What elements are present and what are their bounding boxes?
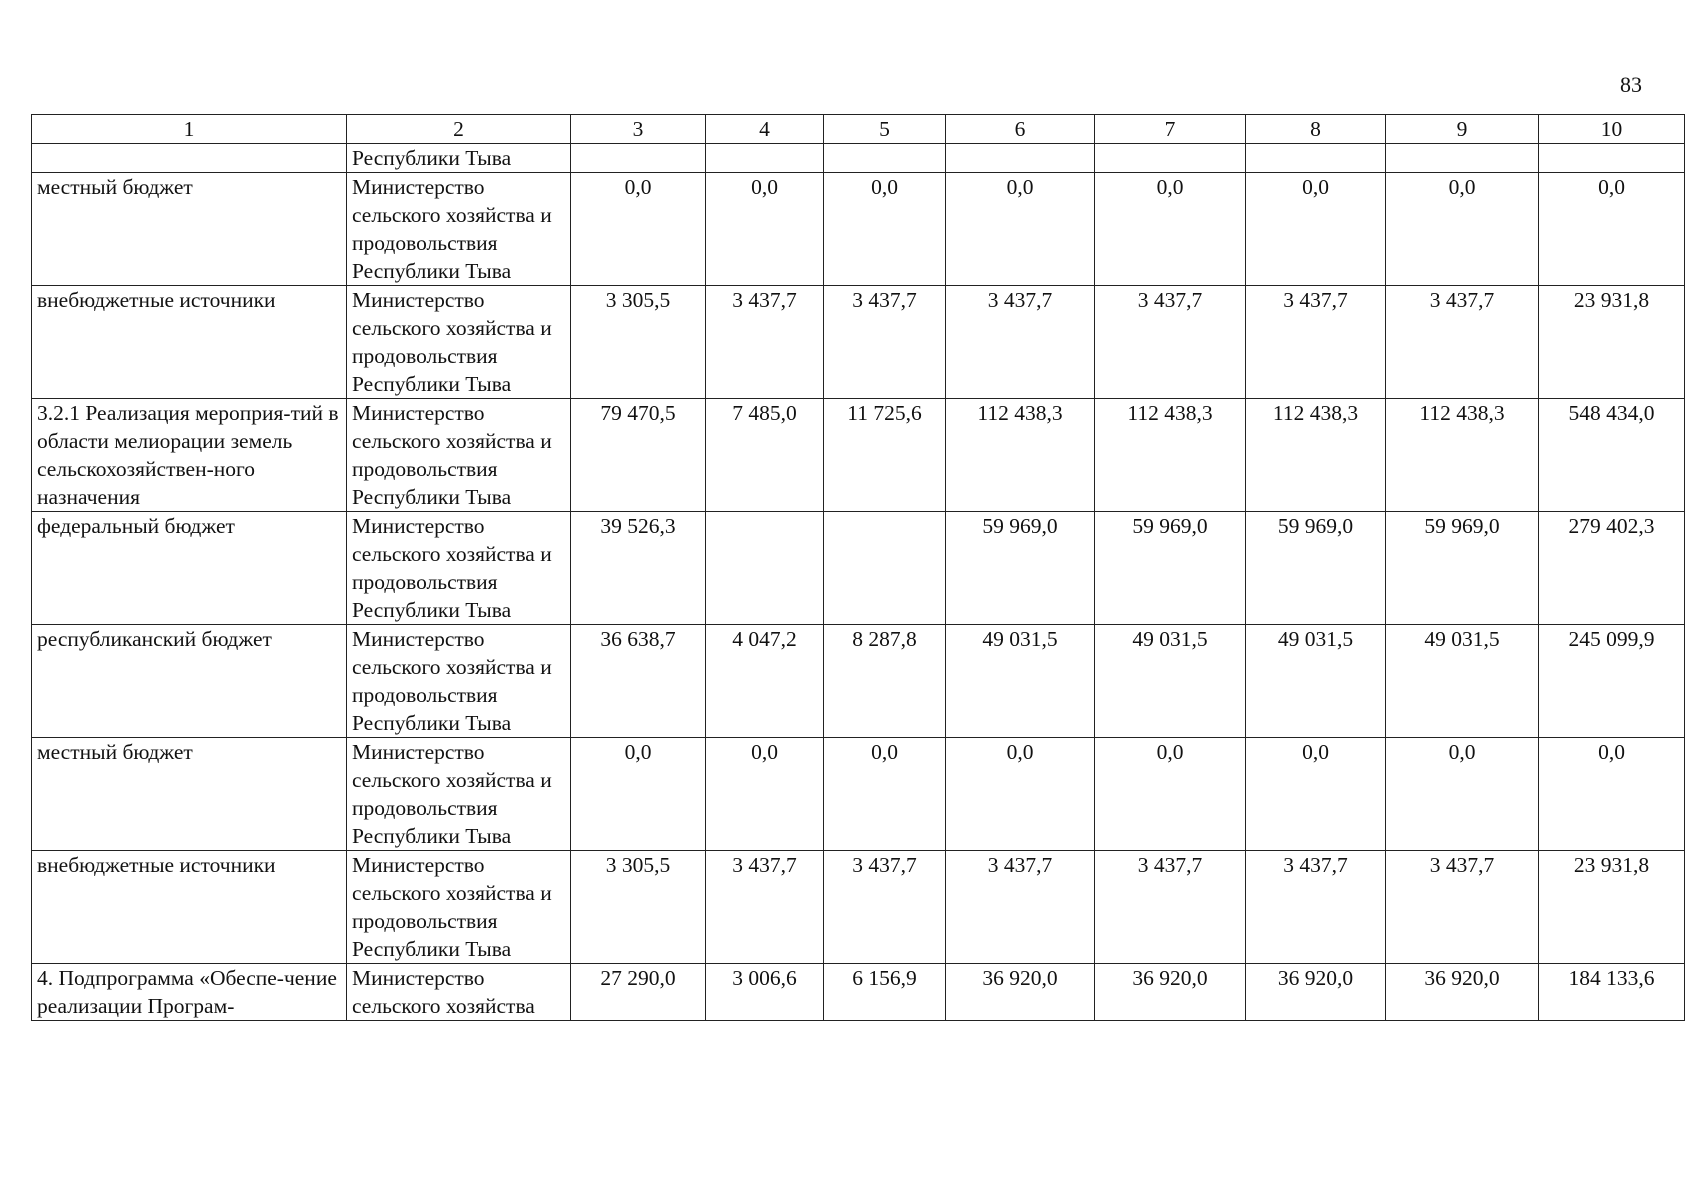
value-cell: 0,0 xyxy=(946,173,1095,286)
row-executor: Министерство сельского хозяйства и продовольствия Республики Тыва xyxy=(347,173,571,286)
value-cell: 36 920,0 xyxy=(946,964,1095,1021)
budget-table xyxy=(31,114,1685,1021)
value-cell: 49 031,5 xyxy=(1386,625,1539,738)
column-header: 6 xyxy=(946,115,1095,144)
column-header: 4 xyxy=(706,115,824,144)
row-name: местный бюджет xyxy=(32,738,347,851)
table-row xyxy=(32,173,1685,286)
value-cell: 3 437,7 xyxy=(1386,286,1539,399)
value-cell: 3 437,7 xyxy=(1386,851,1539,964)
column-header: 8 xyxy=(1246,115,1386,144)
value-cell xyxy=(1246,144,1386,173)
value-cell: 59 969,0 xyxy=(1386,512,1539,625)
value-cell xyxy=(824,512,946,625)
value-cell: 0,0 xyxy=(1246,738,1386,851)
value-cell: 59 969,0 xyxy=(1246,512,1386,625)
value-cell: 3 437,7 xyxy=(824,286,946,399)
value-cell: 49 031,5 xyxy=(1095,625,1246,738)
value-cell: 4 047,2 xyxy=(706,625,824,738)
column-header: 5 xyxy=(824,115,946,144)
row-executor: Министерство сельского хозяйства и продовольствия Республики Тыва xyxy=(347,851,571,964)
value-cell: 3 437,7 xyxy=(1095,286,1246,399)
table-row xyxy=(32,512,1685,625)
value-cell: 36 638,7 xyxy=(571,625,706,738)
value-cell: 23 931,8 xyxy=(1539,286,1685,399)
column-header: 1 xyxy=(32,115,347,144)
row-executor: Министерство сельского хозяйства и продовольствия Республики Тыва xyxy=(347,286,571,399)
page-number: 83 xyxy=(1620,72,1642,97)
column-header: 10 xyxy=(1539,115,1685,144)
value-cell: 112 438,3 xyxy=(1386,399,1539,512)
value-cell: 36 920,0 xyxy=(1386,964,1539,1021)
value-cell: 0,0 xyxy=(1539,173,1685,286)
row-name: республиканский бюджет xyxy=(32,625,347,738)
value-cell: 112 438,3 xyxy=(1095,399,1246,512)
row-name: федеральный бюджет xyxy=(32,512,347,625)
value-cell: 0,0 xyxy=(946,738,1095,851)
value-cell: 7 485,0 xyxy=(706,399,824,512)
value-cell: 548 434,0 xyxy=(1539,399,1685,512)
value-cell: 3 437,7 xyxy=(706,286,824,399)
value-cell: 3 437,7 xyxy=(824,851,946,964)
row-executor: Министерство сельского хозяйства xyxy=(347,964,571,1021)
value-cell: 112 438,3 xyxy=(946,399,1095,512)
value-cell: 3 437,7 xyxy=(1246,286,1386,399)
table-row xyxy=(32,851,1685,964)
value-cell: 0,0 xyxy=(571,738,706,851)
row-executor: Министерство сельского хозяйства и продовольствия Республики Тыва xyxy=(347,512,571,625)
value-cell: 3 437,7 xyxy=(946,286,1095,399)
row-executor: Министерство сельского хозяйства и продовольствия Республики Тыва xyxy=(347,738,571,851)
value-cell: 245 099,9 xyxy=(1539,625,1685,738)
value-cell: 3 437,7 xyxy=(946,851,1095,964)
value-cell: 8 287,8 xyxy=(824,625,946,738)
value-cell: 3 437,7 xyxy=(1095,851,1246,964)
row-name: 3.2.1 Реализация мероприя-тий в области мелиорации земель сельскохозяйствен-ного назначения xyxy=(32,399,347,512)
value-cell: 3 437,7 xyxy=(706,851,824,964)
value-cell: 3 006,6 xyxy=(706,964,824,1021)
value-cell xyxy=(824,144,946,173)
row-name: внебюджетные источники xyxy=(32,851,347,964)
table-row xyxy=(32,964,1685,1021)
row-executor: Министерство сельского хозяйства и продовольствия Республики Тыва xyxy=(347,625,571,738)
row-name: 4. Подпрограмма «Обеспе-чение реализации Програм- xyxy=(32,964,347,1021)
value-cell xyxy=(1095,144,1246,173)
value-cell: 0,0 xyxy=(1246,173,1386,286)
table-row xyxy=(32,144,1685,173)
value-cell: 279 402,3 xyxy=(1539,512,1685,625)
row-executor: Министерство сельского хозяйства и продовольствия Республики Тыва xyxy=(347,399,571,512)
value-cell: 3 305,5 xyxy=(571,851,706,964)
header-row xyxy=(32,115,1685,144)
table-row xyxy=(32,286,1685,399)
value-cell xyxy=(706,144,824,173)
value-cell: 0,0 xyxy=(824,738,946,851)
value-cell: 59 969,0 xyxy=(946,512,1095,625)
table-row xyxy=(32,738,1685,851)
table-body xyxy=(32,115,1685,1021)
value-cell xyxy=(706,512,824,625)
table-row xyxy=(32,625,1685,738)
value-cell: 0,0 xyxy=(706,738,824,851)
column-header: 2 xyxy=(347,115,571,144)
value-cell xyxy=(1539,144,1685,173)
value-cell: 36 920,0 xyxy=(1095,964,1246,1021)
value-cell: 36 920,0 xyxy=(1246,964,1386,1021)
value-cell: 23 931,8 xyxy=(1539,851,1685,964)
column-header: 9 xyxy=(1386,115,1539,144)
value-cell xyxy=(1386,144,1539,173)
table-row xyxy=(32,399,1685,512)
value-cell: 27 290,0 xyxy=(571,964,706,1021)
row-name xyxy=(32,144,347,173)
value-cell: 0,0 xyxy=(1095,173,1246,286)
value-cell: 6 156,9 xyxy=(824,964,946,1021)
value-cell xyxy=(946,144,1095,173)
column-header: 3 xyxy=(571,115,706,144)
value-cell: 0,0 xyxy=(1386,173,1539,286)
value-cell: 0,0 xyxy=(706,173,824,286)
value-cell: 184 133,6 xyxy=(1539,964,1685,1021)
value-cell: 49 031,5 xyxy=(946,625,1095,738)
value-cell: 3 437,7 xyxy=(1246,851,1386,964)
value-cell: 0,0 xyxy=(1539,738,1685,851)
value-cell: 49 031,5 xyxy=(1246,625,1386,738)
row-executor: Республики Тыва xyxy=(347,144,571,173)
value-cell: 112 438,3 xyxy=(1246,399,1386,512)
value-cell: 0,0 xyxy=(571,173,706,286)
value-cell: 3 305,5 xyxy=(571,286,706,399)
row-name: внебюджетные источники xyxy=(32,286,347,399)
column-header: 7 xyxy=(1095,115,1246,144)
value-cell xyxy=(571,144,706,173)
value-cell: 11 725,6 xyxy=(824,399,946,512)
value-cell: 79 470,5 xyxy=(571,399,706,512)
value-cell: 59 969,0 xyxy=(1095,512,1246,625)
row-name: местный бюджет xyxy=(32,173,347,286)
value-cell: 39 526,3 xyxy=(571,512,706,625)
value-cell: 0,0 xyxy=(824,173,946,286)
value-cell: 0,0 xyxy=(1095,738,1246,851)
value-cell: 0,0 xyxy=(1386,738,1539,851)
